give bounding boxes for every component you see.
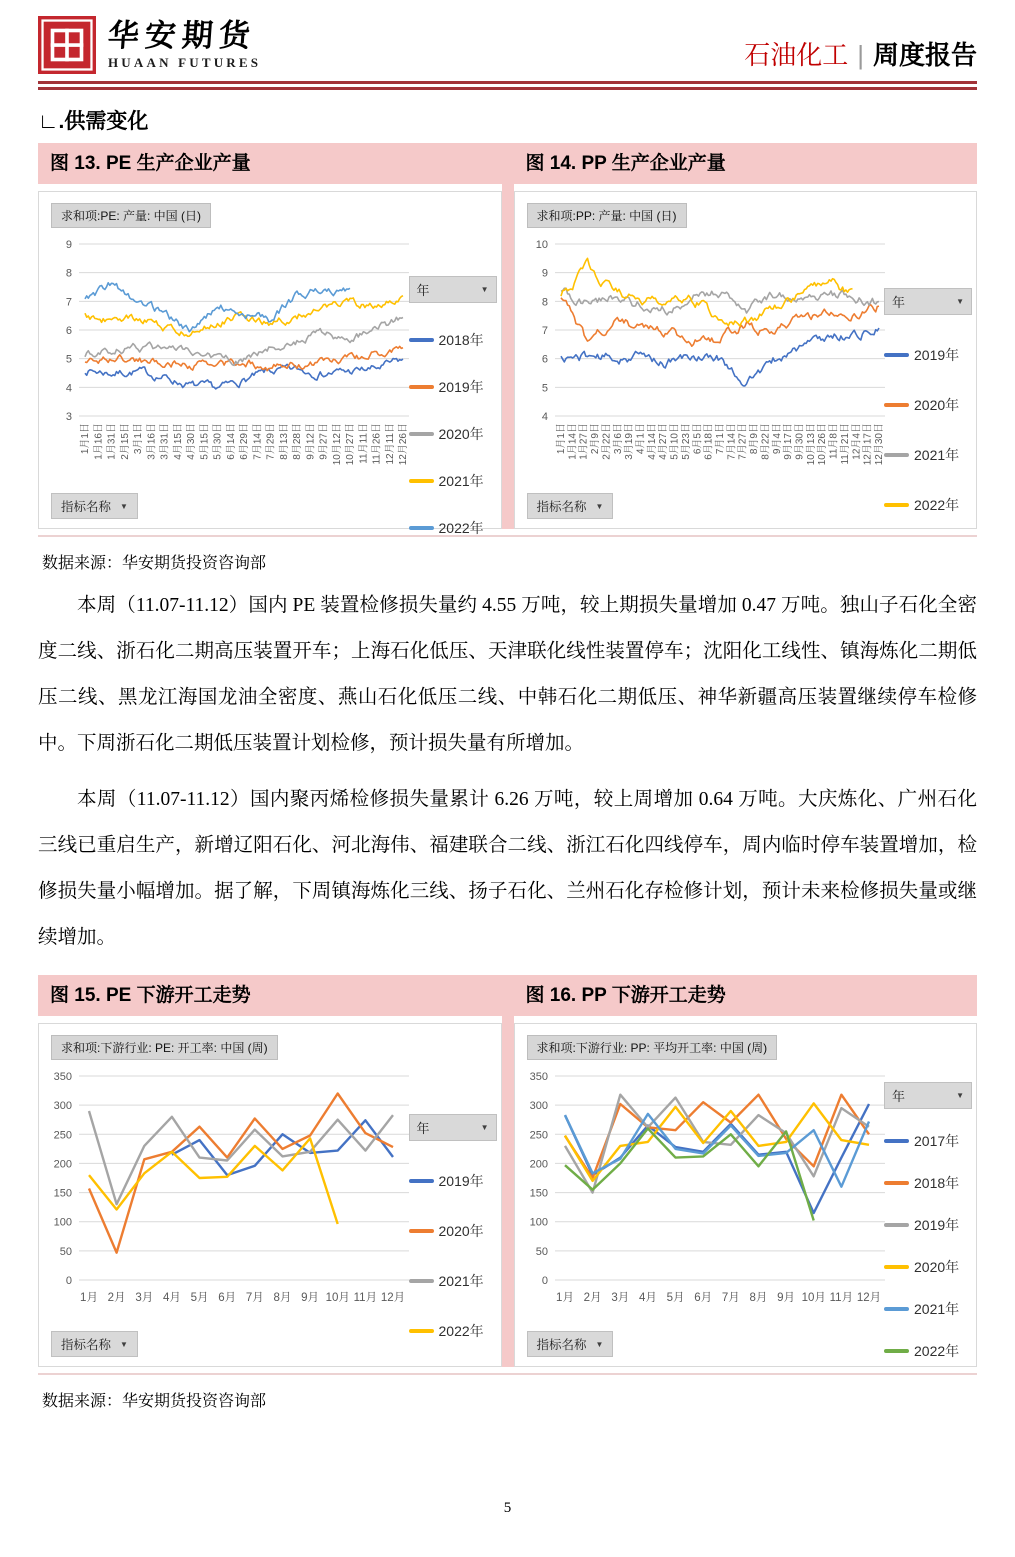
svg-text:0: 0	[65, 1275, 72, 1288]
figure-16	[514, 975, 978, 1367]
paragraph-pp: 本周（11.07-11.12）国内聚丙烯检修损失量累计 6.26 万吨，较上周增加 0.64 万吨。大庆炼化、广州石化三线已重启生产，新增辽阳石化、河北海伟、福建联合二线、浙江石化四线停车，周内临时停车装置增加，检修损失量小幅增加。据了解，下周镇海炼化三线、扬子石化、兰州石化存检修计划，预计未来检修损失量或继续增加。	[38, 789, 977, 949]
figure-16-title: 图 16. PP 下游开工走势	[514, 975, 978, 1016]
svg-text:8月: 8月	[273, 1292, 292, 1305]
svg-text:1月27日: 1月27日	[578, 423, 590, 460]
svg-text:10月26日: 10月26日	[816, 423, 828, 466]
indicator-filter-button[interactable]	[527, 1331, 614, 1357]
svg-text:200: 200	[53, 1158, 72, 1171]
svg-text:9: 9	[65, 239, 72, 251]
pp-downstream-line-chart	[519, 1068, 893, 1320]
svg-text:8月28日: 8月28日	[292, 423, 303, 460]
svg-text:2月9日: 2月9日	[589, 423, 601, 455]
legend-entry	[409, 377, 497, 397]
pivot-field-button[interactable]: 求和项:下游行业: PP: 平均开工率: 中国 (周)	[527, 1035, 778, 1060]
year-filter-dropdown[interactable]	[409, 276, 497, 303]
svg-text:5月15日: 5月15日	[199, 423, 211, 460]
svg-text:11月26日: 11月26日	[371, 423, 383, 465]
svg-text:12月: 12月	[856, 1292, 881, 1305]
legend-label: 2022年	[438, 520, 484, 536]
legend-swatch-icon	[409, 1229, 434, 1233]
svg-text:5月: 5月	[666, 1292, 684, 1305]
svg-text:5: 5	[65, 353, 72, 366]
legend-label: 2021年	[438, 1273, 484, 1290]
svg-text:4月1日: 4月1日	[635, 423, 646, 455]
chevron-down-icon: ▼	[595, 1339, 604, 1349]
legend-entry	[884, 1131, 972, 1151]
indicator-filter-label: 指标名称	[61, 1338, 112, 1353]
legend-entry	[884, 445, 972, 465]
paragraph-pe: 本周（11.07-11.12）国内 PE 装置检修损失量约 4.55 万吨，较上期损失量增加 0.47 万吨。独山子石化全密度二线、浙石化二期高压装置开车；上海石化低压、天津联化线性装置停车；沈阳化工线性、镇海炼化二期低压二线、黑龙江海国龙油全密度、燕山石化低压二线、中韩石化二期低压、神华新疆高压装置继续停车检修中。下周浙石化二期低压装置计划检修，预计损失量有所增加。	[38, 595, 977, 755]
indicator-filter-label: 指标名称	[536, 500, 587, 514]
legend-label: 2021年	[914, 447, 960, 463]
svg-text:3月1日: 3月1日	[133, 423, 144, 455]
figure-15-chart	[38, 1023, 502, 1367]
svg-text:6月18日: 6月18日	[703, 423, 715, 460]
svg-text:7月: 7月	[721, 1292, 740, 1305]
svg-text:12月: 12月	[380, 1292, 406, 1305]
svg-text:9月: 9月	[776, 1292, 795, 1305]
svg-text:6月: 6月	[693, 1292, 712, 1305]
brand-name: 华安期货	[106, 18, 258, 55]
svg-text:9月17日: 9月17日	[782, 423, 794, 460]
svg-text:2月15日: 2月15日	[119, 423, 131, 460]
svg-text:3月: 3月	[135, 1292, 154, 1305]
year-filter-label: 年	[416, 283, 430, 298]
figure-divider	[502, 975, 514, 1367]
svg-text:3月31日: 3月31日	[159, 423, 171, 460]
legend-swatch-icon	[409, 1179, 434, 1183]
svg-text:8月: 8月	[749, 1292, 767, 1305]
svg-text:3: 3	[65, 411, 72, 423]
legend-swatch-icon	[409, 479, 434, 483]
svg-text:1月14日: 1月14日	[566, 423, 578, 460]
svg-text:5月: 5月	[190, 1292, 209, 1305]
svg-text:10: 10	[535, 239, 548, 251]
source-note: 数据来源：华安期货投资咨询部	[42, 555, 267, 572]
svg-text:6: 6	[541, 353, 548, 366]
legend-swatch-icon	[409, 385, 434, 389]
svg-text:6月: 6月	[218, 1292, 237, 1305]
svg-text:1月1日: 1月1日	[555, 423, 567, 455]
legend-label: 2020年	[438, 1223, 484, 1240]
pivot-field-button[interactable]: 求和项:下游行业: PE: 开工率: 中国 (周)	[51, 1035, 278, 1060]
svg-text:9月27日: 9月27日	[318, 423, 330, 460]
figure-15	[38, 975, 502, 1367]
legend-label: 2020年	[914, 1259, 960, 1276]
svg-text:1月: 1月	[80, 1292, 98, 1305]
svg-text:5月30日: 5月30日	[212, 423, 224, 460]
source-note: 数据来源：华安期货投资咨询部	[42, 1393, 267, 1411]
legend-label: 2019年	[914, 1217, 960, 1234]
svg-text:10月27日: 10月27日	[345, 423, 356, 466]
svg-text:4月27日: 4月27日	[657, 423, 669, 460]
year-filter-label: 年	[892, 1089, 906, 1105]
report-category: 石油化工	[744, 40, 849, 70]
svg-text:9: 9	[541, 267, 548, 280]
svg-text:250: 250	[53, 1129, 72, 1142]
legend-entry	[884, 1257, 972, 1277]
svg-text:12月11日: 12月11日	[384, 423, 396, 465]
legend-swatch-icon	[884, 353, 909, 357]
legend-entry	[409, 518, 497, 538]
figure-14-chart	[514, 191, 978, 529]
legend-entry	[884, 345, 972, 365]
header-double-rule	[38, 81, 977, 90]
svg-text:4月: 4月	[638, 1292, 657, 1305]
figure-16-chart	[514, 1023, 978, 1367]
svg-text:8月13日: 8月13日	[278, 423, 290, 460]
svg-text:12月26日: 12月26日	[398, 423, 409, 466]
pe-output-line-chart	[43, 236, 417, 502]
legend-swatch-icon	[409, 1279, 434, 1283]
legend-swatch-icon	[409, 338, 434, 342]
legend-swatch-icon	[409, 432, 434, 436]
svg-text:9月: 9月	[301, 1292, 320, 1305]
chevron-down-icon: ▼	[120, 1339, 128, 1349]
svg-text:150: 150	[529, 1187, 548, 1200]
figure-row-2	[38, 975, 977, 1375]
svg-text:12月17日: 12月17日	[862, 423, 874, 466]
svg-text:50: 50	[535, 1245, 548, 1258]
legend-label: 2022年	[438, 1323, 484, 1340]
legend-swatch-icon	[884, 503, 909, 507]
svg-text:6月14日: 6月14日	[225, 423, 237, 460]
legend-entry	[409, 471, 497, 491]
chart-legend	[409, 1114, 497, 1341]
svg-text:300: 300	[529, 1100, 548, 1113]
huaan-logo-icon	[38, 16, 96, 74]
svg-text:2月: 2月	[107, 1292, 126, 1305]
figure-14	[514, 143, 978, 529]
svg-text:1月: 1月	[555, 1292, 574, 1305]
pp-output-line-chart	[519, 236, 893, 502]
svg-text:7: 7	[541, 325, 548, 337]
legend-label: 2021年	[914, 1301, 960, 1318]
brand-subtitle: HUAAN FUTURES	[108, 55, 262, 71]
legend-entries	[884, 1131, 972, 1361]
svg-text:3月16日: 3月16日	[146, 423, 158, 460]
svg-text:10月: 10月	[801, 1292, 826, 1305]
header-separator: |	[857, 40, 864, 70]
svg-text:150: 150	[53, 1187, 72, 1200]
svg-text:200: 200	[529, 1158, 548, 1171]
svg-text:10月12日: 10月12日	[331, 423, 343, 466]
svg-text:11月: 11月	[829, 1292, 853, 1305]
year-filter-label: 年	[892, 295, 906, 310]
indicator-filter-label: 指标名称	[61, 500, 112, 514]
legend-entry	[884, 495, 972, 515]
svg-text:350: 350	[529, 1071, 548, 1084]
legend-entry	[409, 1271, 497, 1291]
svg-text:10月13日: 10月13日	[805, 423, 817, 466]
svg-text:4: 4	[65, 382, 72, 395]
page-header	[38, 12, 977, 74]
legend-entry	[884, 1215, 972, 1235]
legend-label: 2021年	[438, 473, 484, 489]
svg-text:7月27日: 7月27日	[737, 423, 749, 460]
svg-text:5月10日: 5月10日	[669, 423, 681, 460]
svg-text:1月1日: 1月1日	[80, 423, 91, 455]
svg-text:11月: 11月	[353, 1292, 378, 1305]
legend-entry	[409, 1171, 497, 1191]
legend-entry	[409, 1221, 497, 1241]
legend-entries	[884, 345, 972, 515]
svg-text:7月1日: 7月1日	[714, 423, 726, 455]
svg-text:7: 7	[65, 296, 72, 309]
figure-row-1	[38, 143, 977, 537]
svg-text:12月4日: 12月4日	[850, 423, 862, 460]
svg-text:3月6日: 3月6日	[612, 423, 624, 455]
section-heading: ∟.供需变化	[38, 110, 149, 133]
year-filter-label: 年	[416, 1121, 430, 1137]
svg-text:300: 300	[53, 1100, 72, 1113]
svg-text:2月22日: 2月22日	[600, 423, 612, 460]
svg-text:5月23日: 5月23日	[680, 423, 692, 460]
page-number: 5	[503, 1500, 512, 1516]
legend-entry	[884, 1299, 972, 1319]
figure-13-title: 图 13. PE 生产企业产量	[38, 143, 502, 184]
svg-text:6: 6	[65, 325, 72, 337]
legend-entry	[884, 1341, 972, 1361]
figure-15-title: 图 15. PE 下游开工走势	[38, 975, 502, 1016]
legend-entry	[884, 395, 972, 415]
legend-entries	[409, 330, 497, 538]
svg-text:3月: 3月	[610, 1292, 629, 1305]
pivot-field-button[interactable]: 求和项:PP: 产量: 中国 (日)	[527, 203, 687, 228]
legend-label: 2020年	[914, 397, 960, 413]
legend-swatch-icon	[409, 1329, 434, 1333]
svg-text:8月22日: 8月22日	[759, 423, 771, 460]
legend-label: 2018年	[914, 1175, 960, 1192]
svg-text:4月15日: 4月15日	[172, 423, 184, 460]
chart-legend	[409, 276, 497, 538]
legend-swatch-icon	[884, 1223, 909, 1227]
indicator-filter-button[interactable]	[527, 493, 614, 519]
brand	[38, 16, 261, 74]
svg-text:12月30日: 12月30日	[873, 423, 885, 466]
legend-entry	[409, 330, 497, 350]
pe-downstream-line-chart	[43, 1068, 417, 1320]
svg-text:8月9日: 8月9日	[748, 423, 760, 455]
legend-label: 2017年	[914, 1133, 960, 1150]
year-filter-dropdown[interactable]	[409, 1114, 497, 1141]
legend-swatch-icon	[884, 403, 909, 407]
svg-text:100: 100	[529, 1216, 548, 1229]
legend-label: 2020年	[438, 426, 484, 442]
legend-swatch-icon	[884, 1139, 909, 1143]
svg-text:7月: 7月	[245, 1292, 264, 1305]
svg-text:9月30日: 9月30日	[794, 423, 805, 460]
svg-text:7月14日: 7月14日	[252, 423, 264, 460]
indicator-filter-button[interactable]	[51, 1331, 138, 1357]
svg-text:50: 50	[59, 1245, 72, 1258]
svg-text:350: 350	[53, 1071, 72, 1084]
chevron-down-icon: ▼	[956, 1091, 964, 1101]
svg-text:5: 5	[541, 382, 548, 395]
legend-entry	[884, 1173, 972, 1193]
svg-text:11月8日: 11月8日	[828, 423, 840, 459]
legend-swatch-icon	[884, 453, 909, 457]
svg-text:8: 8	[541, 296, 548, 309]
brand-text	[108, 19, 261, 70]
legend-swatch-icon	[884, 1181, 909, 1185]
legend-label: 2019年	[914, 347, 960, 363]
svg-text:3月19日: 3月19日	[623, 423, 635, 460]
report-type: 周度报告	[872, 40, 977, 70]
year-filter-dropdown[interactable]	[884, 1082, 972, 1109]
svg-text:7月14日: 7月14日	[725, 423, 737, 460]
indicator-filter-label: 指标名称	[536, 1338, 587, 1353]
svg-text:7月29日: 7月29日	[265, 423, 277, 460]
svg-text:0: 0	[541, 1275, 548, 1288]
svg-text:1月31日: 1月31日	[106, 423, 118, 460]
chart-legend	[884, 1082, 972, 1361]
figure-13	[38, 143, 502, 536]
svg-text:9月12日: 9月12日	[305, 423, 317, 460]
year-filter-dropdown[interactable]	[884, 288, 972, 315]
legend-entry	[409, 1321, 497, 1341]
chart-legend	[884, 288, 972, 515]
chevron-down-icon: ▼	[480, 285, 489, 294]
svg-text:250: 250	[529, 1129, 548, 1142]
svg-text:100: 100	[53, 1216, 72, 1229]
svg-text:4: 4	[541, 411, 548, 423]
figure-13-chart	[38, 191, 502, 536]
svg-text:10月: 10月	[325, 1292, 350, 1305]
chevron-down-icon: ▼	[120, 501, 128, 511]
legend-label: 2022年	[914, 1343, 960, 1360]
legend-label: 2022年	[914, 497, 960, 513]
chevron-down-icon: ▼	[480, 1123, 489, 1133]
indicator-filter-button[interactable]	[51, 493, 138, 519]
svg-text:6月29日: 6月29日	[239, 423, 250, 460]
chevron-down-icon: ▼	[595, 501, 604, 511]
legend-swatch-icon	[884, 1349, 909, 1353]
figure-divider	[502, 143, 514, 529]
svg-text:6月5日: 6月5日	[691, 423, 703, 455]
svg-text:2月: 2月	[583, 1292, 602, 1305]
legend-swatch-icon	[884, 1307, 909, 1311]
svg-text:11月21日: 11月21日	[839, 423, 851, 465]
svg-text:4月30日: 4月30日	[186, 423, 197, 460]
legend-label: 2018年	[438, 332, 484, 348]
svg-text:11月11日: 11月11日	[358, 423, 370, 464]
pivot-field-button[interactable]: 求和项:PE: 产量: 中国 (日)	[51, 203, 211, 228]
legend-entry	[409, 424, 497, 444]
legend-entries	[409, 1171, 497, 1341]
legend-label: 2019年	[438, 379, 484, 395]
svg-text:4月14日: 4月14日	[646, 423, 658, 460]
svg-text:8: 8	[65, 267, 72, 280]
svg-text:1月16日: 1月16日	[93, 423, 105, 460]
svg-text:9月4日: 9月4日	[771, 423, 783, 455]
legend-swatch-icon	[884, 1265, 909, 1269]
chevron-down-icon: ▼	[956, 297, 964, 306]
legend-swatch-icon	[409, 526, 434, 530]
report-header-title	[744, 35, 977, 74]
legend-label: 2019年	[438, 1173, 484, 1190]
figure-14-title: 图 14. PP 生产企业产量	[514, 143, 978, 184]
svg-text:4月: 4月	[162, 1292, 181, 1305]
